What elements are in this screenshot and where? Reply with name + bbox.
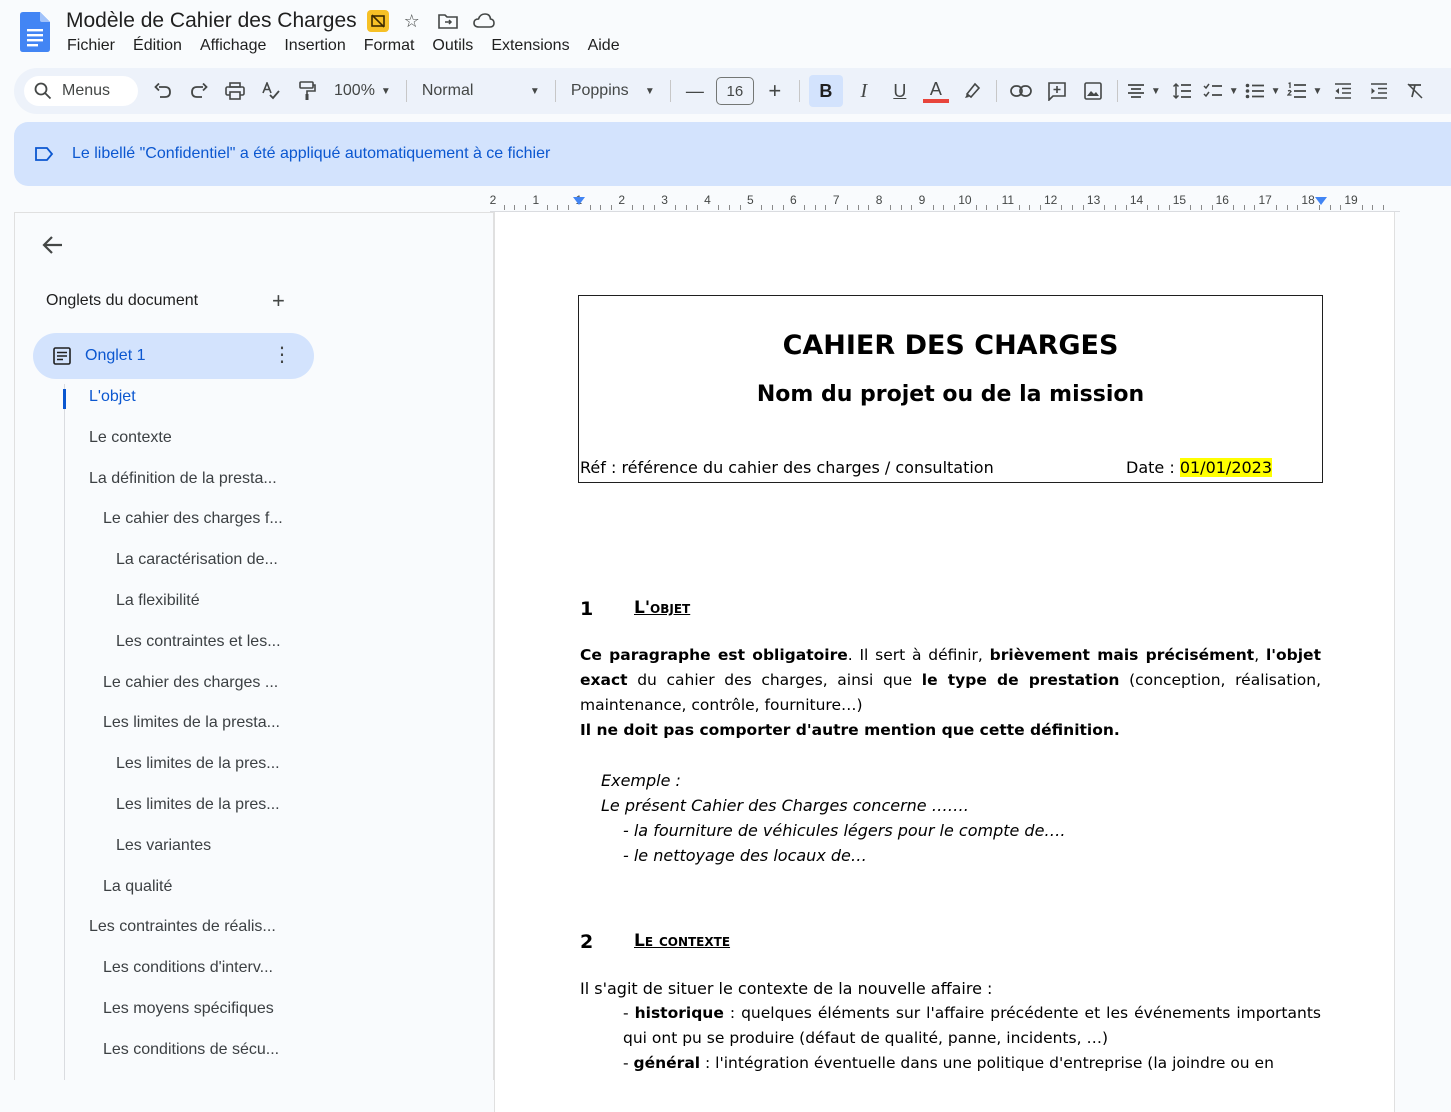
ruler-tick bbox=[976, 205, 977, 210]
ruler-number: 14 bbox=[1129, 193, 1144, 207]
ruler-tick bbox=[804, 205, 805, 210]
p1-bold-c: brièvement mais précisément bbox=[989, 646, 1255, 664]
paragraph-style-select[interactable] bbox=[416, 75, 546, 107]
spellcheck-icon[interactable] bbox=[256, 75, 286, 107]
ruler-tick bbox=[1383, 205, 1384, 210]
outline-active-indicator bbox=[63, 389, 66, 409]
p1-bold-a: Ce paragraphe est obligatoire bbox=[580, 646, 848, 664]
horizontal-ruler[interactable] bbox=[490, 190, 1400, 212]
paragraph-style-value: Normal bbox=[421, 82, 474, 99]
ruler-tick bbox=[1254, 205, 1255, 210]
menu-insertion[interactable]: Insertion bbox=[284, 37, 346, 54]
ruler-tick bbox=[1201, 205, 1202, 210]
ruler-number: 15 bbox=[1172, 193, 1187, 207]
increase-indent-icon[interactable] bbox=[1364, 75, 1394, 107]
ruler-number: 13 bbox=[1086, 193, 1101, 207]
numbered-list-dropdown-icon: ▼ bbox=[1312, 85, 1323, 97]
ruler-tick bbox=[1276, 205, 1277, 210]
redo-icon[interactable] bbox=[184, 75, 214, 107]
google-docs-logo-icon[interactable] bbox=[20, 12, 50, 52]
confidential-label-icon[interactable] bbox=[367, 10, 389, 32]
ruler-tick bbox=[675, 205, 676, 210]
section-1-title: L'objet bbox=[634, 598, 691, 618]
italic-button[interactable]: I bbox=[860, 79, 868, 102]
ruler-tick bbox=[729, 205, 730, 210]
ruler-tick bbox=[890, 205, 891, 210]
section-1-number: 1 bbox=[580, 598, 594, 620]
ruler-tick bbox=[1362, 205, 1363, 210]
section-2-title: Le contexte bbox=[634, 931, 731, 951]
ruler-tick bbox=[718, 205, 719, 210]
bullet-dash: - bbox=[623, 1054, 634, 1072]
zoom-value: 100% bbox=[334, 82, 375, 99]
tabs-heading: Onglets du document bbox=[46, 292, 199, 309]
outline-item[interactable]: Les limites de la pres... bbox=[116, 755, 280, 773]
toolbar-divider bbox=[555, 80, 556, 102]
add-tab-icon[interactable]: + bbox=[272, 288, 285, 313]
font-size-input[interactable]: 16 bbox=[716, 77, 754, 105]
outline-guide-line bbox=[64, 384, 65, 1080]
ruler-tick bbox=[847, 205, 848, 210]
doc-date-label: Date : bbox=[1126, 458, 1180, 477]
ruler-tick bbox=[783, 205, 784, 210]
ruler-number: 6 bbox=[789, 193, 797, 207]
numbered-list-icon[interactable] bbox=[1287, 75, 1323, 107]
ruler-tick bbox=[632, 205, 633, 210]
document-title[interactable]: Modèle de Cahier des Charges bbox=[66, 9, 357, 32]
section-2-number: 2 bbox=[580, 931, 594, 953]
ruler-tick bbox=[1040, 205, 1041, 210]
ruler-tick bbox=[611, 205, 612, 210]
outline-item[interactable]: Les limites de la pres... bbox=[116, 796, 280, 813]
ruler-tick bbox=[1147, 205, 1148, 210]
ruler-tick bbox=[1319, 205, 1320, 210]
ruler-number: 12 bbox=[1044, 193, 1058, 207]
ruler-tick bbox=[1340, 205, 1341, 210]
section-1-mandatory-note: Il ne doit pas comporter d'autre mention que cette définition. bbox=[580, 721, 1120, 739]
p1-text-h: (conception, réalisation, maintenance, contrôle, fourniture…) bbox=[580, 671, 1322, 714]
outline-item[interactable]: Les conditions d'interv... bbox=[103, 959, 273, 977]
document-tab-icon bbox=[53, 347, 71, 365]
cloud-status-icon[interactable] bbox=[471, 8, 497, 34]
insert-image-icon[interactable] bbox=[1078, 75, 1108, 107]
insert-link-icon[interactable] bbox=[1006, 75, 1036, 107]
style-dropdown-icon: ▼ bbox=[529, 85, 540, 97]
bullet-general-text: : l'intégration éventuelle dans une politique d'entreprise (la joindre ou en bbox=[700, 1054, 1274, 1072]
ruler-tick bbox=[1212, 205, 1213, 210]
toolbar-divider bbox=[406, 80, 407, 102]
increase-font-size-icon[interactable]: + bbox=[768, 78, 782, 103]
ruler-tick bbox=[1190, 205, 1191, 210]
outline-item[interactable]: La flexibilité bbox=[116, 592, 200, 609]
paint-format-icon[interactable] bbox=[292, 75, 322, 107]
p1-text-b: . Il sert à définir, bbox=[847, 646, 990, 664]
outline-item[interactable]: Les variantes bbox=[116, 836, 212, 854]
ruler-number: 4 bbox=[704, 193, 711, 207]
back-arrow-icon[interactable] bbox=[40, 232, 66, 258]
outline-item[interactable]: La qualité bbox=[103, 877, 173, 895]
ruler-number: 1 bbox=[575, 193, 583, 207]
example-bullet-1: - la fourniture de véhicules légers pour le compte de…. bbox=[623, 821, 1066, 840]
ruler-tick bbox=[1083, 205, 1084, 210]
outline-item[interactable]: Les conditions de sécu... bbox=[103, 1040, 280, 1058]
ruler-tick bbox=[686, 205, 687, 210]
section-2-bullet-general bbox=[623, 1051, 1321, 1080]
ruler-tick bbox=[547, 205, 548, 210]
ruler-tick bbox=[1061, 205, 1062, 210]
underline-button[interactable]: U bbox=[893, 80, 907, 101]
ruler-tick bbox=[815, 205, 816, 210]
ruler-tick bbox=[1115, 205, 1116, 210]
ruler-number: 8 bbox=[875, 193, 883, 207]
ruler-tick bbox=[1233, 205, 1234, 210]
doc-reference: Réf : référence du cahier des charges / consultation bbox=[580, 458, 994, 477]
ruler-tick bbox=[901, 205, 902, 210]
ruler-number: 1 bbox=[532, 193, 540, 207]
tab-label: Onglet 1 bbox=[85, 347, 146, 364]
doc-subtitle: Nom du projet ou de la mission bbox=[756, 382, 1145, 407]
bulleted-list-icon[interactable] bbox=[1245, 75, 1281, 107]
doc-main-title: CAHIER DES CHARGES bbox=[782, 330, 1119, 361]
ruler-tick bbox=[911, 205, 912, 210]
ruler-number: 7 bbox=[832, 193, 840, 207]
toolbar-divider bbox=[1117, 80, 1118, 102]
ruler-number: 18 bbox=[1301, 193, 1315, 207]
ruler-tick bbox=[504, 205, 505, 210]
outline-item[interactable]: Le contexte bbox=[89, 428, 172, 446]
menu-affichage[interactable]: Affichage bbox=[199, 37, 267, 54]
menu-format[interactable]: Format bbox=[363, 37, 415, 54]
font-family-select[interactable] bbox=[565, 75, 661, 107]
print-icon[interactable] bbox=[220, 75, 250, 107]
ruler-tick bbox=[525, 205, 526, 210]
zoom-select[interactable] bbox=[328, 75, 397, 107]
section-2-bullet-historique bbox=[623, 1001, 1321, 1051]
toolbar-divider bbox=[996, 80, 997, 102]
decrease-indent-icon[interactable] bbox=[1328, 75, 1358, 107]
right-indent-marker[interactable] bbox=[1315, 197, 1327, 205]
outline-item[interactable]: La définition de la presta... bbox=[89, 469, 277, 487]
text-color-button[interactable] bbox=[921, 75, 951, 107]
highlight-color-icon[interactable] bbox=[957, 75, 987, 107]
doc-date-value: 01/01/2023 bbox=[1179, 458, 1273, 477]
example-label: Exemple : bbox=[601, 771, 681, 790]
ruler-tick bbox=[772, 205, 773, 210]
move-folder-icon[interactable] bbox=[435, 8, 461, 34]
outline-item[interactable]: La caractérisation de... bbox=[116, 551, 278, 569]
ruler-tick bbox=[643, 205, 644, 210]
ruler-tick bbox=[1029, 205, 1030, 210]
menu-edition[interactable]: Édition bbox=[133, 37, 182, 54]
outline-item[interactable]: Les contraintes et les... bbox=[116, 632, 281, 650]
menu-bar bbox=[58, 35, 629, 57]
section-1-paragraph bbox=[580, 643, 1321, 718]
tab-onglet-1[interactable] bbox=[33, 333, 314, 379]
ruler-tick bbox=[1244, 205, 1245, 210]
text-color-letter: A bbox=[929, 78, 942, 99]
ruler-tick bbox=[1126, 205, 1127, 210]
ruler-tick bbox=[986, 205, 987, 210]
label-tag-icon bbox=[34, 146, 54, 162]
bullet-historique-bold: historique bbox=[634, 1004, 724, 1022]
bullet-dash: - bbox=[623, 1004, 635, 1022]
bulleted-list-dropdown-icon: ▼ bbox=[1270, 85, 1281, 97]
example-line: Le présent Cahier des Charges concerne ……. bbox=[601, 796, 969, 815]
text-color-swatch bbox=[923, 99, 949, 103]
menu-outils[interactable]: Outils bbox=[432, 37, 474, 54]
toolbar-divider bbox=[799, 80, 800, 102]
outline-item[interactable]: Le cahier des charges ... bbox=[103, 673, 279, 691]
search-icon bbox=[34, 82, 52, 100]
ruler-tick bbox=[1019, 205, 1020, 210]
outline-item[interactable]: L'objet bbox=[89, 388, 136, 405]
decrease-font-size-icon[interactable]: — bbox=[685, 80, 704, 101]
ruler-number: 2 bbox=[489, 193, 497, 207]
font-dropdown-icon: ▼ bbox=[644, 85, 655, 97]
ruler-number: 19 bbox=[1344, 193, 1358, 207]
outline-item[interactable]: Le cahier des charges f... bbox=[103, 510, 283, 528]
ruler-tick bbox=[825, 205, 826, 210]
menu-extensions[interactable]: Extensions bbox=[491, 37, 570, 54]
undo-icon[interactable] bbox=[148, 75, 178, 107]
ruler-tick bbox=[557, 205, 558, 210]
ruler-tick bbox=[697, 205, 698, 210]
more-vert-icon[interactable]: ⋮ bbox=[272, 344, 292, 366]
ruler-tick bbox=[997, 205, 998, 210]
example-bullet-2: - le nettoyage des locaux de… bbox=[623, 846, 867, 865]
font-family-value: Poppins bbox=[570, 82, 629, 99]
menu-aide[interactable]: Aide bbox=[587, 37, 620, 54]
ruler-number: 3 bbox=[661, 193, 668, 207]
title-row bbox=[66, 8, 497, 34]
star-icon[interactable]: ☆ bbox=[403, 10, 420, 31]
ruler-tick bbox=[933, 205, 934, 210]
ruler-tick bbox=[590, 205, 591, 210]
ruler-tick bbox=[954, 205, 955, 210]
ruler-tick bbox=[761, 205, 762, 210]
ruler-tick bbox=[1287, 205, 1288, 210]
left-indent-marker[interactable] bbox=[573, 197, 585, 205]
line-spacing-icon[interactable] bbox=[1167, 75, 1197, 107]
ruler-number: 17 bbox=[1258, 193, 1272, 207]
toolbar-divider bbox=[670, 80, 671, 102]
checklist-dropdown-icon: ▼ bbox=[1228, 85, 1239, 97]
ruler-tick bbox=[1330, 205, 1331, 210]
search-menus-button[interactable] bbox=[24, 76, 138, 106]
outline-item[interactable]: Les contraintes de réalis... bbox=[89, 918, 276, 936]
confidential-label-banner bbox=[14, 122, 1451, 186]
align-dropdown-icon: ▼ bbox=[1150, 85, 1161, 97]
ruler-tick bbox=[1158, 205, 1159, 210]
ruler-tick bbox=[1169, 205, 1170, 210]
ruler-number: 5 bbox=[747, 193, 754, 207]
clear-formatting-icon[interactable] bbox=[1400, 75, 1430, 107]
p1-text-d: , bbox=[1254, 646, 1266, 664]
bullet-general-bold: général bbox=[633, 1054, 701, 1072]
ruler-tick bbox=[568, 205, 569, 210]
ruler-tick bbox=[943, 205, 944, 210]
ruler-tick bbox=[740, 205, 741, 210]
ruler-tick bbox=[600, 205, 601, 210]
menu-fichier[interactable]: Fichier bbox=[67, 37, 116, 54]
bold-button[interactable]: B bbox=[809, 75, 843, 107]
zoom-dropdown-icon: ▼ bbox=[380, 85, 391, 97]
ruler-number: 10 bbox=[958, 193, 972, 207]
banner-text: Le libellé "Confidentiel" a été appliqué automatiquement à ce fichier bbox=[72, 145, 551, 162]
search-menus-label: Menus bbox=[62, 82, 111, 99]
ruler-tick bbox=[1297, 205, 1298, 210]
p1-bold-g: le type de prestation bbox=[921, 671, 1120, 689]
ruler-tick bbox=[1072, 205, 1073, 210]
p1-text-f: du cahier des charges, ainsi que bbox=[627, 671, 922, 689]
checklist-icon[interactable] bbox=[1203, 75, 1239, 107]
ruler-number: 16 bbox=[1215, 193, 1229, 207]
ruler-tick bbox=[1104, 205, 1105, 210]
ruler-number: 9 bbox=[918, 193, 926, 207]
ruler-number: 2 bbox=[618, 193, 626, 207]
p1-bold-e: l'objet exact bbox=[580, 646, 1321, 689]
formatting-toolbar bbox=[14, 68, 1451, 114]
ruler-tick bbox=[514, 205, 515, 210]
section-2-intro: Il s'agit de situer le contexte de la nouvelle affaire : bbox=[580, 979, 993, 998]
doc-date bbox=[1126, 458, 1272, 477]
bullet-historique-text: : quelques éléments sur l'affaire précédente et les événements importants qui ont pu se produire (défaut de qualité, panne, incidents, …) bbox=[623, 1004, 1321, 1047]
add-comment-icon[interactable] bbox=[1042, 75, 1072, 107]
ruler-tick bbox=[858, 205, 859, 210]
outline-item[interactable]: Les limites de la presta... bbox=[103, 714, 280, 732]
ruler-tick bbox=[868, 205, 869, 210]
outline-item[interactable]: Les moyens spécifiques bbox=[103, 1000, 274, 1017]
ruler-tick bbox=[654, 205, 655, 210]
ruler-number: 11 bbox=[1001, 193, 1015, 207]
ruler-tick bbox=[1372, 205, 1373, 210]
align-icon[interactable] bbox=[1127, 75, 1161, 107]
